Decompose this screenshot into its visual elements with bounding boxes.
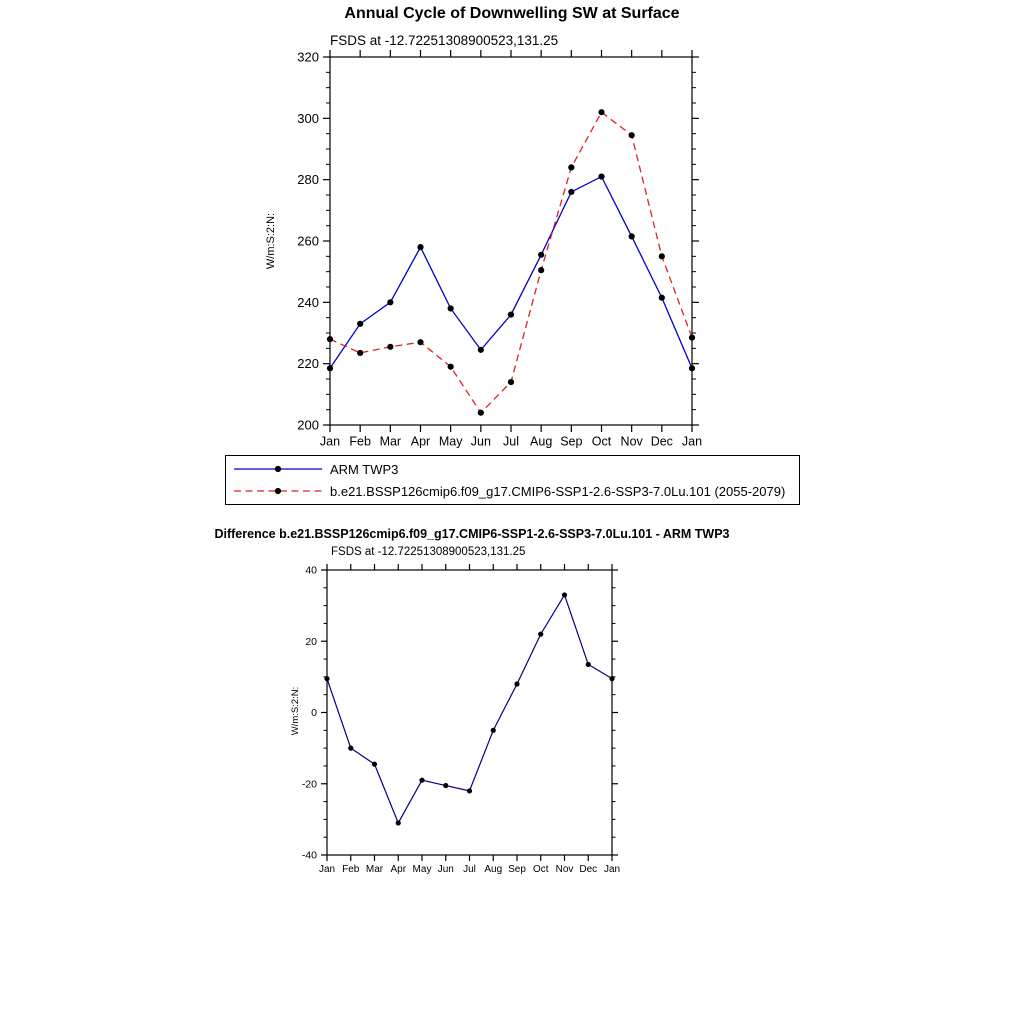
svg-text:Jul: Jul bbox=[463, 864, 476, 875]
svg-text:Jun: Jun bbox=[470, 434, 491, 449]
svg-text:-40: -40 bbox=[301, 849, 317, 862]
svg-text:220: 220 bbox=[297, 356, 319, 372]
legend-line-sample-icon bbox=[232, 484, 324, 498]
svg-text:200: 200 bbox=[297, 417, 319, 433]
svg-text:20: 20 bbox=[305, 635, 317, 648]
legend-label: b.e21.BSSP126cmip6.f09_g17.CMIP6-SSP1-2.6-SSP3-7.0Lu.101 (2055-2079) bbox=[330, 483, 786, 499]
svg-text:Apr: Apr bbox=[410, 434, 431, 449]
svg-text:300: 300 bbox=[297, 110, 319, 126]
svg-text:Dec: Dec bbox=[650, 434, 673, 449]
legend-line-sample-icon bbox=[232, 462, 324, 476]
svg-text:Oct: Oct bbox=[532, 864, 549, 875]
y-axis-label: W/m:S:2:N: bbox=[265, 212, 277, 270]
svg-text:260: 260 bbox=[297, 233, 319, 249]
svg-text:320: 320 bbox=[297, 49, 319, 65]
chart-title: Annual Cycle of Downwelling SW at Surface bbox=[344, 5, 680, 22]
svg-text:Mar: Mar bbox=[379, 434, 402, 449]
svg-text:Mar: Mar bbox=[365, 864, 384, 875]
svg-text:Dec: Dec bbox=[579, 864, 598, 875]
difference-plot bbox=[302, 564, 620, 875]
svg-text:May: May bbox=[438, 434, 463, 449]
svg-text:Sep: Sep bbox=[560, 434, 583, 449]
annual-cycle-plot bbox=[297, 50, 702, 449]
svg-text:240: 240 bbox=[297, 294, 319, 310]
svg-text:280: 280 bbox=[297, 172, 319, 188]
legend bbox=[225, 455, 800, 505]
svg-text:Jan: Jan bbox=[681, 434, 703, 449]
svg-text:Feb: Feb bbox=[342, 864, 360, 875]
svg-text:Oct: Oct bbox=[591, 434, 612, 449]
svg-text:0: 0 bbox=[311, 707, 317, 720]
svg-text:Jan: Jan bbox=[318, 864, 336, 875]
svg-text:Aug: Aug bbox=[530, 434, 553, 449]
difference-y-axis-label: W/m:S:2:N: bbox=[290, 686, 301, 736]
legend-entry-model bbox=[232, 480, 785, 502]
svg-text:Jan: Jan bbox=[319, 434, 341, 449]
svg-text:-20: -20 bbox=[301, 778, 317, 791]
svg-text:May: May bbox=[412, 864, 432, 875]
svg-text:Jul: Jul bbox=[503, 434, 519, 449]
svg-text:Sep: Sep bbox=[508, 864, 526, 875]
svg-text:Aug: Aug bbox=[484, 864, 503, 875]
svg-text:Jan: Jan bbox=[603, 864, 621, 875]
svg-text:Apr: Apr bbox=[390, 864, 407, 875]
svg-text:Nov: Nov bbox=[555, 864, 574, 875]
difference-chart-subtitle: FSDS at -12.72251308900523,131.25 bbox=[331, 546, 526, 558]
legend-label: ARM TWP3 bbox=[330, 461, 399, 477]
legend-entry-arm-twp3 bbox=[232, 458, 398, 480]
difference-chart-title: Difference b.e21.BSSP126cmip6.f09_g17.CMIP6-SSP1-2.6-SSP3-7.0Lu.101 - ARM TWP3 bbox=[214, 527, 730, 541]
svg-text:Feb: Feb bbox=[349, 434, 371, 449]
svg-text:Nov: Nov bbox=[620, 434, 643, 449]
svg-text:40: 40 bbox=[305, 564, 317, 577]
svg-text:Jun: Jun bbox=[437, 864, 454, 875]
chart-subtitle: FSDS at -12.72251308900523,131.25 bbox=[330, 33, 559, 48]
